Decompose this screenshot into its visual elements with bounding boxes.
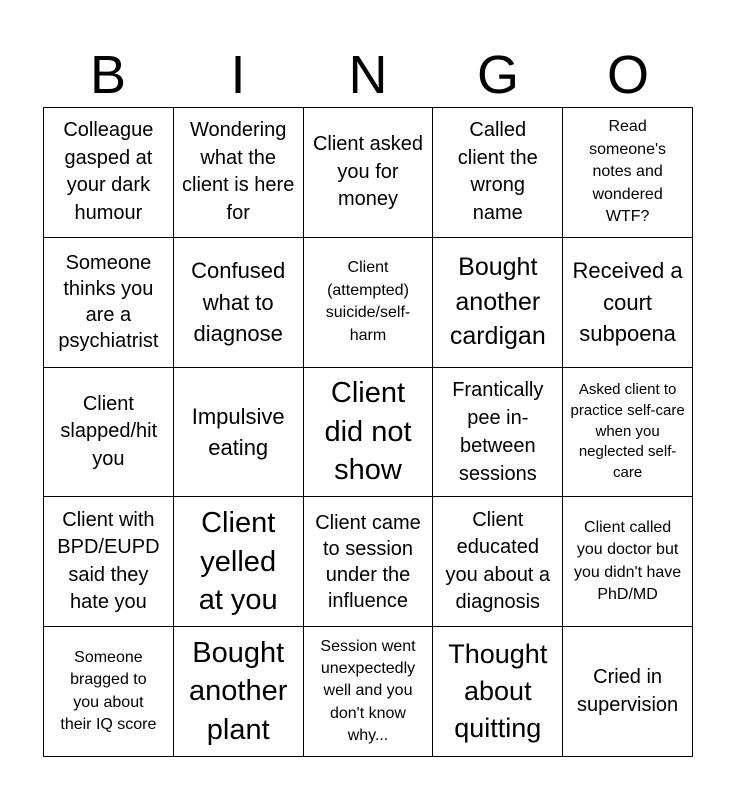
cell-text: Client came to session under the influence [315,511,421,612]
cell-text: Confused what to diagnose [191,258,286,346]
bingo-cell-r3c5[interactable] [563,368,693,498]
bingo-cell-r4c1[interactable] [44,497,174,627]
cell-text: Asked client to practice self-care when you neglected self-care [570,381,685,482]
bingo-cell-r3c4[interactable] [433,368,563,498]
bingo-cell-r4c5[interactable] [563,497,693,627]
cell-text: Thought about quitting [448,638,548,744]
cell-text: Frantically pee in-between sessions [452,378,544,485]
bingo-cell-r2c4[interactable] [433,238,563,368]
cell-text: Someone thinks you are a psychiatrist [58,252,159,353]
cell-text: Bought another plant [189,636,288,746]
bingo-cell-r1c5[interactable] [563,108,693,238]
cell-text: Someone bragged to you about their IQ score [60,648,157,733]
bingo-cell-r2c1[interactable] [44,238,174,368]
bingo-cell-r1c2[interactable] [174,108,304,238]
bingo-cell-r4c3[interactable] [304,497,434,627]
cell-text: Session went unexpectedly well and you don't know why... [320,637,416,745]
bingo-board [43,107,693,757]
header-letter-o: O [606,45,649,105]
cell-text: Client with BPD/EUPD said they hate you [57,508,160,614]
cell-text: Client (attempted) suicide/self-harm [325,259,411,344]
bingo-cell-r1c4[interactable] [433,108,563,238]
cell-text: Received a court subpoena [572,258,683,346]
cell-text: Client educated you about a diagnosis [445,508,551,614]
cell-text: Wondering what the client is here for [182,119,295,224]
cell-text: Cried in supervision [577,666,679,716]
bingo-cell-r2c5[interactable] [563,238,693,368]
bingo-cell-r4c4[interactable] [433,497,563,627]
cell-text: Client called you doctor but you didn't have PhD/MD [574,519,682,604]
header-letter-i: I [230,45,246,105]
bingo-header [43,44,693,106]
bingo-cell-r1c3[interactable] [304,108,434,238]
bingo-cell-r3c1[interactable] [44,368,174,498]
header-letter-g: G [476,45,519,105]
cell-text: Client yelled at you [198,506,278,617]
cell-text: Colleague gasped at your dark humour [63,119,154,224]
bingo-cell-r5c2[interactable] [174,627,304,757]
bingo-cell-r2c2[interactable] [174,238,304,368]
bingo-cell-r5c3[interactable] [304,627,434,757]
bingo-cell-r3c2[interactable] [174,368,304,498]
cell-text: Client slapped/hit you [60,392,158,470]
cell-text: Bought another cardigan [449,253,546,351]
cell-text: Called client the wrong name [457,119,538,224]
bingo-cell-r4c2[interactable] [174,497,304,627]
bingo-cell-r5c5[interactable] [563,627,693,757]
bingo-cell-r3c3[interactable] [304,368,434,498]
bingo-cell-r2c3[interactable] [304,238,434,368]
cell-text: Client asked you for money [312,133,424,211]
cell-text: Client did not show [324,377,412,487]
cell-text: Read someone's notes and wondered WTF? [589,118,667,225]
bingo-cell-r5c1[interactable] [44,627,174,757]
cell-text: Impulsive eating [191,403,285,460]
header-letter-b: B [89,45,127,105]
header-letter-n: N [348,45,388,105]
bingo-cell-r1c1[interactable] [44,108,174,238]
bingo-cell-r5c4[interactable] [433,627,563,757]
